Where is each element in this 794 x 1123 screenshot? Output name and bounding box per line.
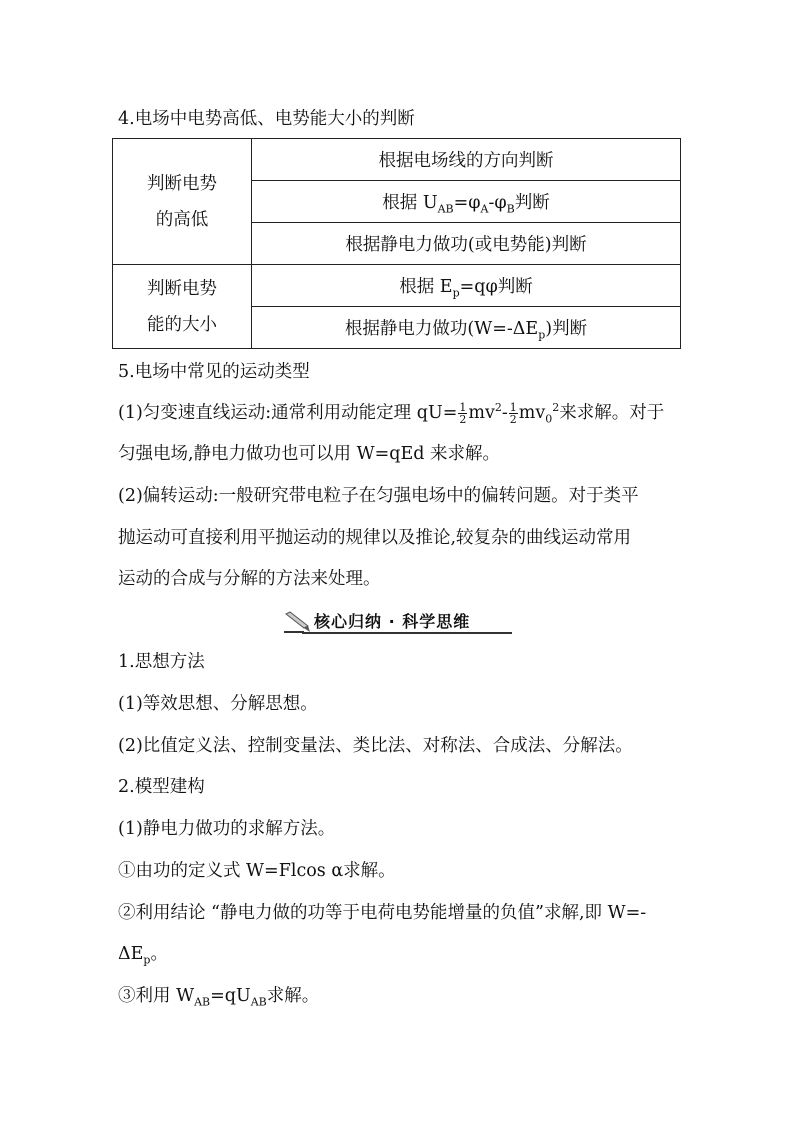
subscript: 0 [545,412,553,426]
cell-text: 判断 [514,193,550,213]
table-cell [252,265,681,307]
subscript: AB [194,995,211,1009]
text-run: 来求解。对于 [559,403,665,423]
list-item: ①由功的定义式 W=Flcos α求解。 [118,861,396,881]
text-run: mv [518,403,546,423]
potential-level-header [113,139,252,265]
table-cell [252,307,681,349]
table-cell [252,181,681,223]
text-run: 。 [150,944,168,964]
fraction-denominator: 2 [459,413,467,426]
paragraph-line: 抛运动可直接利用平抛运动的规律以及推论,较复杂的曲线运动常用 [118,528,632,548]
potential-level-header-line2: 的高低 [155,209,209,230]
potential-judgement-table [112,138,681,349]
table-row [113,265,681,307]
subscript: p [538,328,546,342]
text-run: - [501,403,508,423]
cell-text: =qφ判断 [459,277,533,297]
cell-text: =φ [453,193,481,213]
text-run: 求解。 [266,986,320,1006]
banner-underline [302,632,512,634]
potential-energy-header-line2: 能的大小 [147,314,217,335]
text-run: =qU [210,986,251,1006]
table-cell: 根据静电力做功(或电势能)判断 [252,223,681,265]
list-item [118,985,319,1007]
fraction [458,402,467,425]
paragraph-line: 匀强电场,静电力做功也可以用 W=qEd 来求解。 [118,444,501,464]
paragraph-line [118,402,664,425]
paragraph-line: (2)偏转运动:一般研究带电粒子在匀强电场中的偏转问题。对于类平 [118,486,639,506]
cell-text: 根据 U [382,193,438,213]
text-run: (1)匀变速直线运动:通常利用动能定理 qU= [118,403,458,423]
potential-energy-header-line1: 判断电势 [147,278,217,299]
table-row [113,139,681,181]
subscript: A [480,202,489,216]
cell-text: 根据 E [399,277,453,297]
paragraph-line: (2)比值定义法、控制变量法、类比法、对称法、合成法、分解法。 [118,736,633,756]
cell-text: 根据静电力做功(W=-ΔE [344,319,539,339]
subsection-heading: 1.思想方法 [118,652,205,672]
text-run: ΔE [118,944,144,964]
fraction-numerator: 1 [459,401,467,414]
superscript: 2 [494,401,502,415]
paragraph-line: (1)等效思想、分解思想。 [118,694,318,714]
section-4-heading: 4.电场中电势高低、电势能大小的判断 [118,109,415,129]
banner-title: 核心归纳 · 科学思维 [314,612,471,631]
cell-text: -φ [488,193,507,213]
section-5-heading: 5.电场中常见的运动类型 [118,362,310,382]
subscript: B [506,202,515,216]
subscript: p [143,953,151,967]
potential-level-header-line1: 判断电势 [147,173,217,194]
paragraph-line: 运动的合成与分解的方法来处理。 [118,569,381,589]
list-item-continuation [118,943,168,965]
cell-text: )判断 [545,319,588,339]
fraction-numerator: 1 [509,401,517,414]
subscript: AB [250,995,267,1009]
core-summary-banner [282,604,512,636]
paragraph-line: (1)静电力做功的求解方法。 [118,819,336,839]
text-run: mv [468,403,495,423]
table-cell: 根据电场线的方向判断 [252,139,681,181]
text-run: ③利用 W [118,986,195,1006]
pen-icon [284,610,312,634]
superscript: 2 [552,401,560,415]
fraction [509,402,518,425]
potential-energy-header [113,265,252,349]
fraction-denominator: 2 [509,413,517,426]
subscript: AB [437,202,454,216]
list-item: ②利用结论 “静电力做的功等于电荷电势能增量的负值”求解,即 W=- [118,903,647,923]
subsection-heading: 2.模型建构 [118,777,205,797]
subscript: p [452,286,460,300]
